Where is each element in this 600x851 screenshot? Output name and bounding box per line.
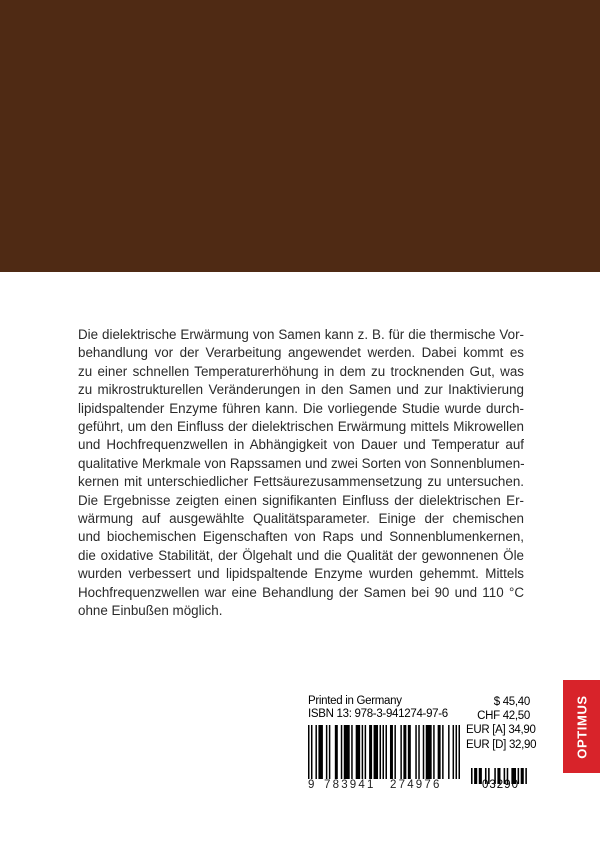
abstract-line: geführt, um den Einfluss der dielektrischen Erwärmung mittels Mikrowellen	[78, 419, 524, 435]
isbn-barcode	[308, 725, 460, 783]
abstract-line: behandlung vor der Verarbeitung angewendet werden. Dabei kommt es	[78, 345, 524, 361]
isbn-label: ISBN 13: 978-3-941274-97-6	[308, 708, 448, 720]
abstract-line: und biochemischen Eigenschaften von Raps und Sonnenblumenkernen,	[78, 529, 524, 545]
cover-color-band	[0, 0, 600, 272]
abstract-line: Hochfrequenzwellen war eine Behandlung der Samen bei 90 und 110 °C	[78, 584, 524, 600]
abstract-line: zu einer schnellen Temperaturerhöhung in dem zu trocknenden Gut, was	[78, 363, 524, 379]
abstract-line: die oxidative Stabilität, der Ölgehalt und die Qualität der gewonnenen Öle	[78, 547, 524, 563]
barcode-digit-first: 9	[308, 779, 315, 791]
barcode-digits-left: 783941	[324, 779, 376, 791]
price-usd: $ 45,40	[493, 696, 530, 708]
abstract-line: Die Ergebnisse zeigten einen signifikanten Einfluss der dielektrischen Er-	[78, 492, 524, 508]
abstract-line: zu mikrostrukturellen Veränderungen in den Samen und zur Inaktivierung	[78, 382, 524, 398]
abstract-line: wärmung auf ausgewählte Qualitätsparameter. Einige der chemischen	[78, 511, 524, 527]
publisher-name: OPTIMUS	[574, 694, 589, 759]
addon-digits: 03290	[482, 779, 519, 791]
abstract-line: Die dielektrische Erwärmung von Samen kann z. B. für die thermische Vor-	[78, 327, 524, 342]
printed-in-label: Printed in Germany	[308, 695, 402, 707]
back-cover-abstract	[78, 326, 524, 621]
barcode-block	[308, 695, 537, 795]
barcode-digits-right: 274976	[390, 779, 442, 791]
abstract-line: lipidspaltender Enzyme führen kann. Die vorliegende Studie wurde durch-	[78, 400, 524, 416]
price-eur-a: EUR [A] 34,90	[466, 724, 536, 737]
abstract-line: und Hochfrequenzwellen in Abhängigkeit von Dauer und Temperatur auf	[78, 437, 524, 453]
abstract-line: ohne Einbußen möglich.	[78, 603, 223, 619]
abstract-line: qualitative Merkmale von Rapssamen und zwei Sorten von Sonnenblumen-	[78, 455, 525, 471]
price-eur-d: EUR [D] 32,90	[466, 738, 537, 751]
barcode-digits	[308, 779, 460, 793]
abstract-line: wurden verbessert und lipidspaltende Enzyme wurden gehemmt. Mittels	[78, 566, 524, 582]
price-list	[466, 695, 537, 752]
price-chf: CHF 42,50	[477, 710, 530, 723]
publisher-logo-tab	[563, 680, 600, 773]
abstract-line: kernen mit unterschiedlicher Fettsäurezusammensetzung zu untersuchen.	[78, 474, 524, 490]
